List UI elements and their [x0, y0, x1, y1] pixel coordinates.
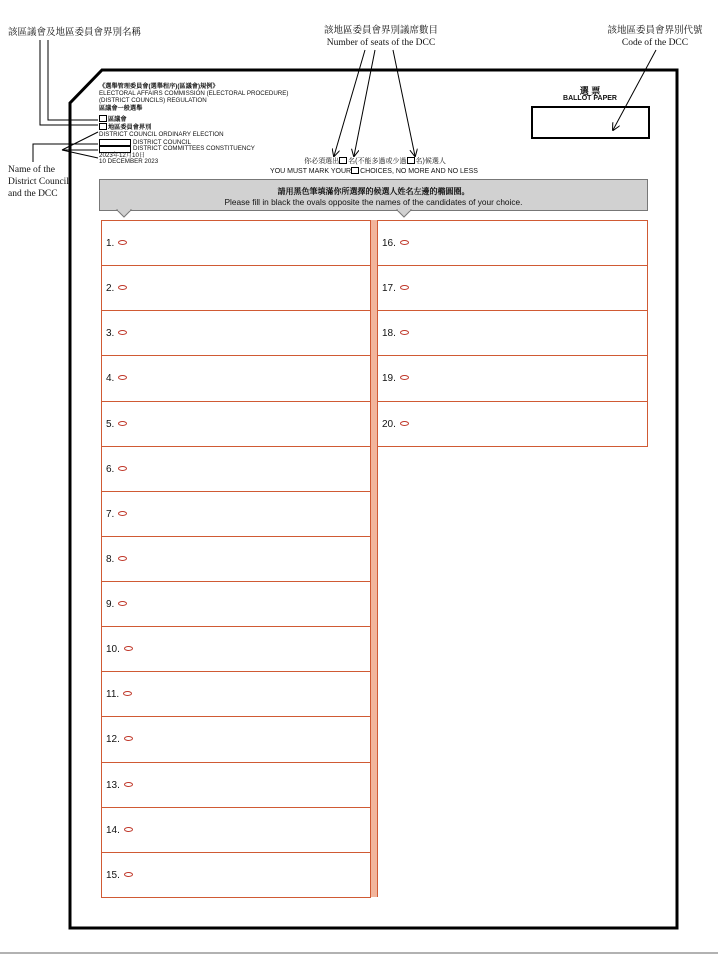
candidate-oval[interactable] — [118, 330, 127, 335]
candidate-oval[interactable] — [118, 601, 127, 606]
candidate-number-label: 2. — [106, 283, 115, 295]
ballot-title-zh: 選 票 — [579, 86, 601, 96]
candidate-number-label: 9. — [106, 599, 115, 611]
candidate-row — [101, 220, 371, 266]
candidate-row — [101, 536, 371, 582]
candidate-number-label: 13. — [106, 779, 120, 791]
annotation-seats-en: Number of seats of the DCC — [326, 38, 436, 48]
election-en: DISTRICT COUNCIL ORDINARY ELECTION — [99, 131, 224, 138]
candidate-number — [382, 328, 409, 339]
candidate-number — [382, 283, 409, 294]
dcc-en: DISTRICT COMMITTEES CONSTITUENCY — [133, 145, 255, 152]
district-council-zh-row: 區議會 — [99, 115, 127, 124]
candidate-number-label: 12. — [106, 734, 120, 746]
candidate-oval[interactable] — [118, 421, 127, 426]
election-zh: 區議會一般選舉 — [99, 105, 143, 112]
candidate-row — [101, 265, 371, 311]
annotation-name-en-1: Name of the — [8, 165, 55, 175]
candidate-oval[interactable] — [118, 556, 127, 561]
candidate-number-label: 20. — [382, 418, 396, 430]
candidate-row — [101, 852, 371, 898]
candidate-oval[interactable] — [124, 782, 133, 787]
candidate-number-label: 4. — [106, 373, 115, 385]
candidate-oval[interactable] — [400, 375, 409, 380]
ballot-title-en: BALLOT PAPER — [563, 95, 617, 102]
candidate-row — [101, 355, 371, 401]
choices-instruction-zh: 你必須選出 名(不能多過或少過 名)候選人 — [304, 158, 446, 165]
candidate-oval[interactable] — [118, 375, 127, 380]
candidate-number — [106, 689, 132, 700]
candidate-number — [106, 419, 127, 430]
candidate-row — [101, 807, 371, 853]
candidate-oval[interactable] — [400, 240, 409, 245]
candidate-row — [377, 220, 648, 266]
candidate-oval[interactable] — [400, 285, 409, 290]
candidate-row — [101, 491, 371, 537]
candidate-number-label: 15. — [106, 869, 120, 881]
annotation-code-en: Code of the DCC — [621, 38, 689, 48]
candidate-number-label: 18. — [382, 328, 396, 340]
candidate-number-label: 11. — [106, 689, 120, 701]
candidate-oval[interactable] — [124, 827, 133, 832]
regulation-en-2: (DISTRICT COUNCILS) REGULATION — [99, 97, 207, 104]
regulation-en-1: ELECTORAL AFFAIRS COMMISSION (ELECTORAL PROCEDURE) — [99, 90, 289, 97]
candidate-oval[interactable] — [400, 421, 409, 426]
candidate-row — [101, 762, 371, 808]
date-zh: 2023年12月10日 — [99, 152, 146, 159]
candidate-oval[interactable] — [124, 872, 133, 877]
candidate-row — [101, 401, 371, 447]
candidate-row — [101, 626, 371, 672]
candidate-oval[interactable] — [118, 466, 127, 471]
banner-zh: 請用黑色筆填滿你所選擇的候選人姓名左邊的橢圓圈。 — [277, 187, 470, 196]
annotation-name-en-3: and the DCC — [8, 189, 58, 199]
annotation-seats-zh: 該地區委員會界別議席數目 — [323, 26, 438, 36]
choices-instruction-en: YOU MUST MARK YOUR CHOICES, NO MORE AND NO LESS — [270, 168, 478, 175]
candidate-number — [106, 328, 127, 339]
candidate-row — [377, 401, 648, 447]
candidate-number — [106, 780, 133, 791]
candidate-oval[interactable] — [123, 691, 132, 696]
dcc-zh-row: 地區委員會界別 — [99, 123, 151, 132]
regulation-zh: 《選舉管理委員會(選舉程序)(區議會)規例》 — [99, 83, 219, 90]
banner-pointers — [0, 0, 718, 230]
candidate-number-label: 1. — [106, 238, 115, 249]
candidate-number-label: 14. — [106, 824, 120, 836]
candidate-oval[interactable] — [118, 240, 127, 245]
candidate-number — [106, 599, 127, 610]
candidate-number-label: 16. — [382, 238, 396, 249]
annotation-name-en-2: District Council — [8, 177, 69, 187]
candidate-oval[interactable] — [400, 330, 409, 335]
candidate-row — [101, 446, 371, 492]
candidate-row — [101, 716, 371, 762]
candidate-number — [106, 464, 127, 475]
candidate-number-label: 19. — [382, 373, 396, 385]
district-council-en: DISTRICT COUNCIL — [133, 139, 191, 146]
candidate-number — [382, 373, 409, 384]
candidate-number-label: 3. — [106, 328, 115, 340]
banner-en: Please fill in black the ovals opposite the names of the candidates of your choice. — [224, 197, 523, 207]
candidate-row — [377, 265, 648, 311]
candidate-row — [101, 671, 371, 717]
candidate-number — [106, 734, 133, 745]
candidate-number — [106, 373, 127, 384]
candidate-number — [106, 554, 127, 565]
candidate-number — [106, 238, 127, 249]
candidate-row — [377, 310, 648, 356]
candidate-number — [106, 283, 127, 294]
candidate-row — [377, 355, 648, 401]
candidate-number-label: 7. — [106, 508, 115, 520]
candidate-number — [106, 509, 127, 520]
candidate-oval[interactable] — [124, 646, 133, 651]
candidate-number — [106, 644, 133, 655]
candidate-number-label: 17. — [382, 283, 396, 295]
candidate-number-label: 8. — [106, 553, 115, 565]
candidate-number-label: 5. — [106, 418, 115, 430]
date-en: 10 DECEMBER 2023 — [99, 158, 159, 165]
candidate-oval[interactable] — [118, 285, 127, 290]
annotation-dc-dcc-name-zh: 該區議會及地區委員會界別名稱 — [8, 28, 142, 38]
candidate-oval[interactable] — [124, 736, 133, 741]
candidate-number — [382, 238, 409, 249]
annotation-code-zh: 該地區委員會界別代號 — [607, 26, 703, 36]
candidate-row — [101, 581, 371, 627]
candidate-number-label: 6. — [106, 463, 115, 475]
candidate-number-label: 10. — [106, 644, 120, 656]
candidate-number — [382, 419, 409, 430]
candidate-oval[interactable] — [118, 511, 127, 516]
candidate-number — [106, 825, 133, 836]
candidate-row — [101, 310, 371, 356]
candidate-number — [106, 870, 133, 881]
